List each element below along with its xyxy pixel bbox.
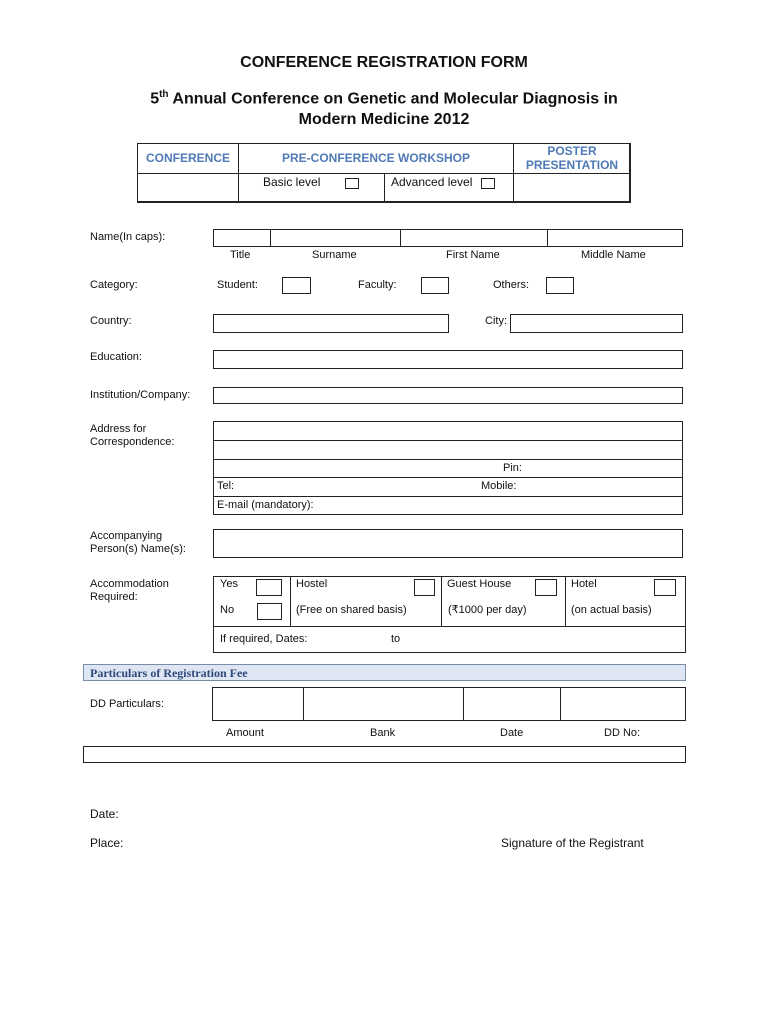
mobile-label: Mobile: — [481, 480, 517, 492]
address-label-line2: Correspondence: — [90, 436, 175, 448]
date-caption: Date — [500, 727, 524, 739]
option-poster — [514, 144, 630, 172]
hostel-note: (Free on shared basis) — [296, 604, 407, 616]
subtitle-number: 5 — [150, 90, 160, 108]
poster-line1: POSTER — [547, 144, 597, 158]
education-field[interactable] — [213, 350, 683, 369]
amount-caption: Amount — [226, 727, 264, 739]
surname-field[interactable] — [270, 229, 401, 247]
title-caption: Title — [230, 249, 251, 261]
hotel-note: (on actual basis) — [571, 604, 652, 616]
fee-blank-row[interactable] — [83, 746, 686, 763]
basic-level-label: Basic level — [263, 175, 321, 189]
date-label: Date: — [90, 807, 119, 821]
country-field[interactable] — [213, 314, 449, 333]
place-label: Place: — [90, 836, 124, 850]
hostel-label: Hostel — [296, 578, 328, 590]
accommodation-label-line2: Required: — [90, 591, 138, 603]
first-name-field[interactable] — [400, 229, 548, 247]
form-title: CONFERENCE REGISTRATION FORM — [240, 54, 528, 71]
email-label: E-mail (mandatory): — [217, 499, 314, 511]
hostel-checkbox[interactable] — [414, 579, 435, 596]
tel-label: Tel: — [217, 480, 235, 492]
student-label: Student: — [217, 279, 258, 291]
guest-house-note: (₹1000 per day) — [448, 604, 527, 616]
dates-label: If required, Dates: — [220, 633, 308, 645]
signature-label: Signature of the Registrant — [501, 836, 644, 850]
subtitle-superscript: th — [159, 89, 169, 100]
yes-checkbox[interactable] — [256, 579, 282, 596]
accommodation-label-line1: Accommodation — [90, 578, 169, 590]
city-label: City: — [485, 315, 507, 327]
country-label: Country: — [90, 315, 132, 327]
hotel-checkbox[interactable] — [654, 579, 676, 596]
first-name-caption: First Name — [446, 249, 500, 261]
dd-particulars-table — [212, 687, 686, 721]
poster-line2: PRESENTATION — [525, 158, 619, 172]
title-field[interactable] — [213, 229, 271, 247]
dd-no-caption: DD No: — [604, 727, 641, 739]
others-label: Others: — [493, 279, 530, 291]
hotel-label: Hotel — [571, 578, 597, 590]
dd-particulars-label: DD Particulars: — [90, 698, 164, 710]
student-checkbox[interactable] — [282, 277, 311, 294]
faculty-checkbox[interactable] — [421, 277, 449, 294]
middle-name-caption: Middle Name — [581, 249, 646, 261]
subtitle-line1: Annual Conference on Genetic and Molecular Diagnosis in — [168, 90, 618, 108]
guest-house-label: Guest House — [447, 578, 512, 590]
category-label: Category: — [90, 279, 138, 291]
advanced-level-label: Advanced level — [391, 175, 473, 189]
option-workshop: PRE-CONFERENCE WORKSHOP — [281, 151, 470, 165]
institution-label: Institution/Company: — [90, 389, 191, 401]
basic-level-checkbox[interactable] — [345, 178, 359, 189]
institution-field[interactable] — [213, 387, 683, 404]
option-conference: CONFERENCE — [145, 151, 230, 165]
accompanying-field[interactable] — [213, 529, 683, 558]
city-field[interactable] — [510, 314, 683, 333]
dates-to-label: to — [391, 633, 401, 645]
no-checkbox[interactable] — [257, 603, 282, 620]
accompanying-label-line2: Person(s) Name(s): — [90, 543, 186, 555]
advanced-level-checkbox[interactable] — [481, 178, 495, 189]
surname-caption: Surname — [312, 249, 357, 261]
fee-header-bar — [83, 664, 686, 681]
address-label-line1: Address for — [90, 423, 147, 435]
accompanying-label-line1: Accompanying — [90, 530, 163, 542]
no-label: No — [220, 604, 235, 616]
subtitle-line2: Modern Medicine 2012 — [298, 111, 470, 129]
name-label: Name(In caps): — [90, 231, 166, 243]
bank-caption: Bank — [370, 727, 396, 739]
fee-header-text: Particulars of Registration Fee — [90, 666, 248, 680]
guest-house-checkbox[interactable] — [535, 579, 557, 596]
education-label: Education: — [90, 351, 142, 363]
form-subtitle — [0, 84, 768, 130]
others-checkbox[interactable] — [546, 277, 574, 294]
faculty-label: Faculty: — [358, 279, 397, 291]
pin-label: Pin: — [503, 462, 522, 474]
yes-label: Yes — [220, 578, 238, 590]
middle-name-field[interactable] — [547, 229, 683, 247]
